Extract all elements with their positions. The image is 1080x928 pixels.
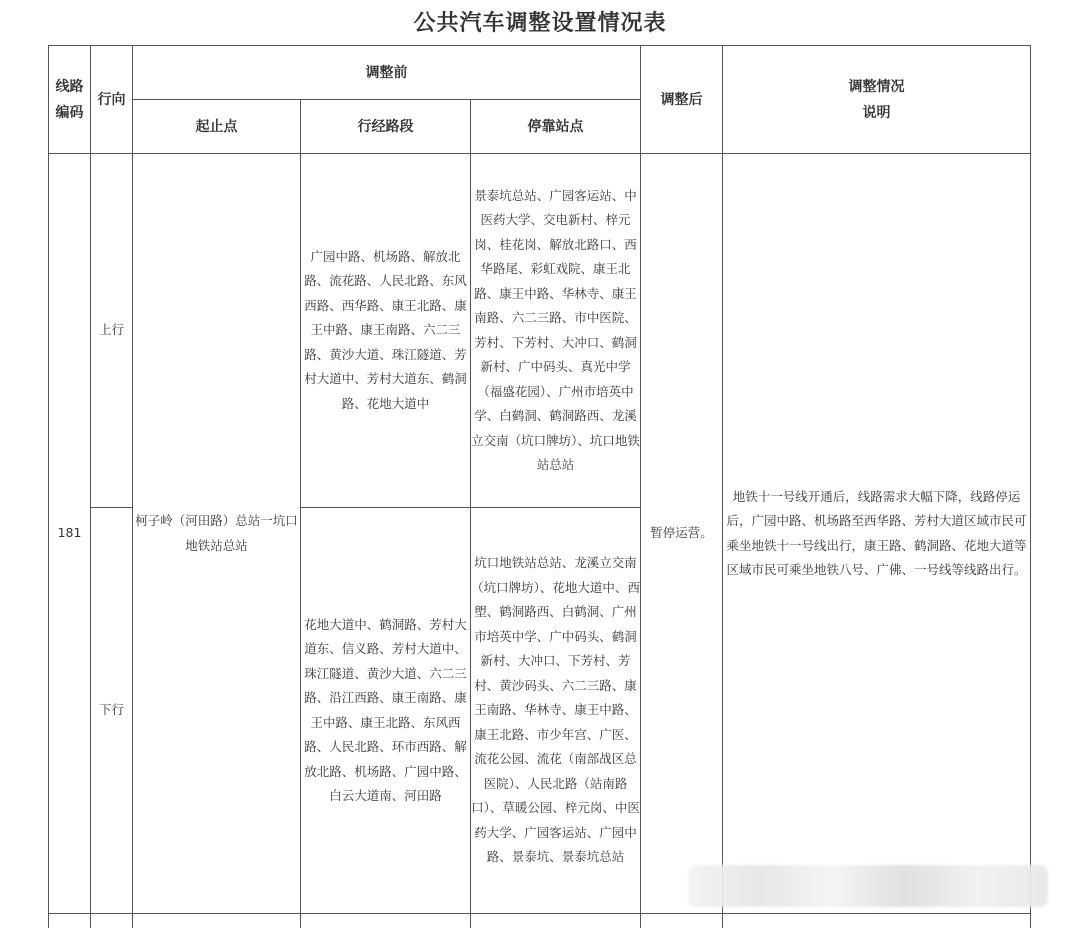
- after-cell: 暂停运营。: [641, 154, 723, 914]
- header-stops: 停靠站点: [471, 100, 641, 154]
- segments-up-cell: 广园中路、机场路、解放北路、流花路、人民北路、东风西路、西华路、康王北路、康王中路、康王南路、六二三路、黄沙大道、珠江隧道、芳村大道中、芳村大道东、鹤洞路、花地大道中: [301, 154, 471, 508]
- route-code-cell: 181: [49, 154, 91, 914]
- header-route-code: 线路编码: [49, 46, 91, 154]
- bus-adjustment-table: [48, 45, 1031, 928]
- header-before: 调整前: [133, 46, 641, 100]
- stops-down-cell: 坑口地铁站总站、龙溪立交南（坑口牌坊）、花地大道中、西塱、鹤洞路西、白鹤洞、广州市培英中学、广中码头、鹤洞新村、大冲口、下芳村、芳村、黄沙码头、六二三路、康王南路、华林寺、康王中路、康王北路、市少年宫、广医、流花公园、流花（南部战区总医院）、人民北路（站南路口）、草暖公园、梓元岗、中医药大学、广园客运站、广园中路、景泰坑、景泰坑总站: [471, 508, 641, 914]
- direction-down-cell: 下行: [91, 508, 133, 914]
- header-note: 调整情况说明: [723, 46, 1031, 154]
- blurred-watermark: [688, 865, 1048, 907]
- table-row-partial: [49, 914, 1031, 928]
- note-cell: 地铁十一号线开通后，线路需求大幅下降，线路停运后，广园中路、机场路至西华路、芳村大道区域市民可乘坐地铁十一号线出行，康王路、鹤洞路、花地大道等区域市民可乘坐地铁八号、广佛、一号线等线路出行。: [723, 154, 1031, 914]
- table-row: [49, 154, 1031, 508]
- stops-up-cell: 景泰坑总站、广园客运站、中医药大学、交电新村、梓元岗、桂花岗、解放北路口、西华路尾、彩虹戏院、康王北路、康王中路、华林寺、康王南路、六二三路、市中医院、芳村、下芳村、大冲口、鹤洞新村、广中码头、真光中学（福盛花园）、广州市培英中学、白鹤洞、鹤洞路西、龙溪立交南（坑口牌坊）、坑口地铁站总站: [471, 154, 641, 508]
- header-after: 调整后: [641, 46, 723, 154]
- direction-up-cell: 上行: [91, 154, 133, 508]
- endpoints-cell: 柯子岭（河田路）总站一坑口地铁站总站: [133, 154, 301, 914]
- header-direction: 行向: [91, 46, 133, 154]
- header-endpoints: 起止点: [133, 100, 301, 154]
- document-title: 公共汽车调整设置情况表: [0, 6, 1080, 37]
- segments-down-cell: 花地大道中、鹤洞路、芳村大道东、信义路、芳村大道中、珠江隧道、黄沙大道、六二三路、沿江西路、康王南路、康王中路、康王北路、东风西路、人民北路、环市西路、解放北路、机场路、广园中路、白云大道南、河田路: [301, 508, 471, 914]
- header-route-segments: 行经路段: [301, 100, 471, 154]
